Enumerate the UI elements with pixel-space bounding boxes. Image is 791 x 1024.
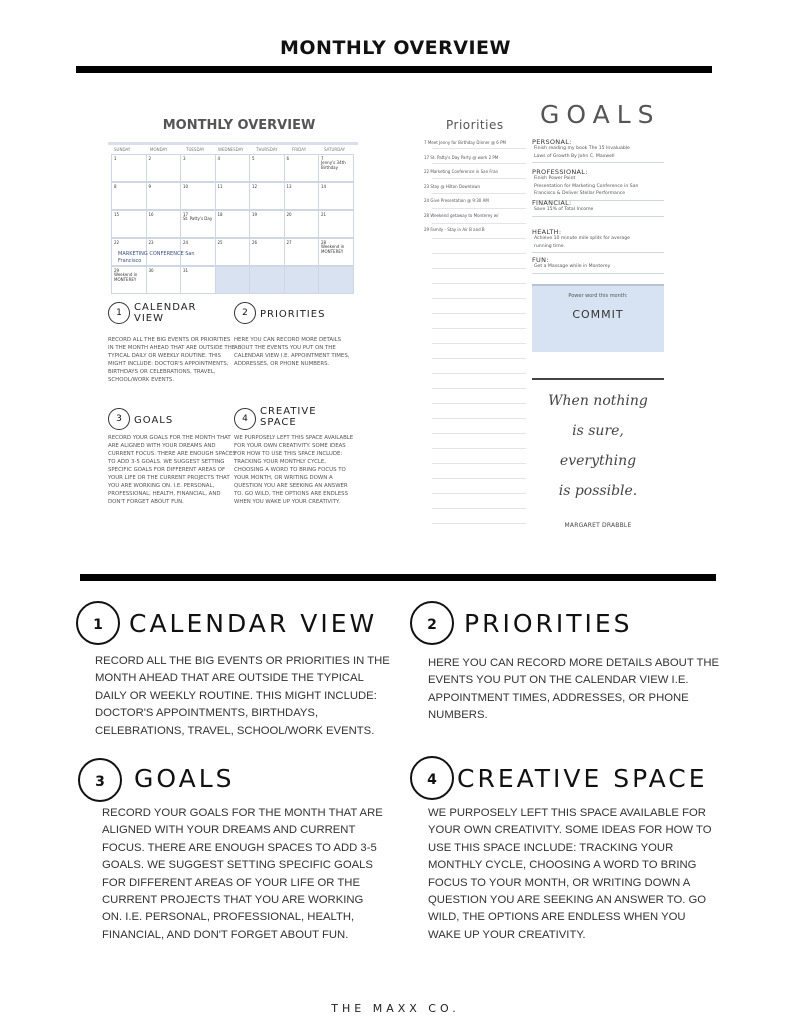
calendar-day-cell: [181, 211, 215, 237]
creative-space-text: WE PURPOSELY LEFT THIS SPACE AVAILABLE FOR YOUR OWN CREATIVITY. SOME IDEAS FOR HOW TO USE THIS SPACE INCLUDE: TRACKING YOUR MONTHLY CYCLE, CHOOSING A WORD TO BRING FOCUS TO YOUR MONTH, OR WRITING DOWN A QUESTION YOU ARE SEEKING AN ANSWER TO. GO WILD, THE OPTIONS ARE ENDLESS WHEN YOU WAKE UP YOUR CREATIVITY.: [428, 807, 712, 941]
priority-item: 7 Meet Jenny for Birthday Dinner @ 6 PM: [424, 140, 506, 145]
goal-text: Finish reading my book The 15 Invaluable: [534, 146, 630, 151]
preview-section-text: RECORD ALL THE BIG EVENTS OR PRIORITIES IN THE MONTH AHEAD THAT ARE OUTSIDE THE TYPICAL DAILY OR WEEKLY ROUTINE. THIS MIGHT INCLUDE: DOCTOR'S APPOINTMENTS, BIRTHDAYS OR CELEBRATIONS, TRAVEL, SCHOOL/WORK EVENTS.: [108, 337, 236, 383]
calendar-day-cell: [147, 183, 181, 209]
calendar-day-number: 21: [321, 212, 327, 217]
priority-line: [432, 373, 526, 374]
calendar-day-number: 20: [286, 212, 292, 217]
priority-item: 24 Give Presentation @ 9:30 AM: [424, 198, 489, 203]
power-word-box: [532, 284, 664, 352]
calendar-day-number: 12: [252, 184, 258, 189]
weekday-label: SUNDAY: [114, 147, 131, 152]
calendar-day-cell: [181, 267, 215, 293]
quote-author: MARGARET DRABBLE: [564, 522, 632, 529]
calendar-day-cell: [112, 267, 146, 293]
goal-line: [532, 162, 664, 163]
goals-heading: GOALS: [134, 764, 235, 793]
preview-section-text: HERE YOU CAN RECORD MORE DETAILS ABOUT THE EVENTS YOU PUT ON THE CALENDAR VIEW I.E. APPOINTMENT TIMES, ADDRESSES, OR PHONE NUMBERS.: [234, 337, 350, 367]
section-number-4: 4: [410, 756, 454, 800]
calendar-day-cell: [285, 239, 319, 265]
section-number-2: 2: [410, 601, 454, 645]
calendar-day-number: 10: [183, 184, 189, 189]
quote: [532, 386, 664, 506]
quote-line: When nothing: [548, 393, 648, 409]
calendar-day-cell: [216, 183, 250, 209]
calendar-day-number: 18: [217, 212, 223, 217]
priority-line: [432, 193, 526, 194]
goal-category: FUN:: [532, 256, 549, 264]
section-number-3: 3: [78, 758, 122, 802]
priority-line: [432, 313, 526, 314]
calendar-day-number: 11: [217, 184, 223, 189]
calendar-day-cell: [319, 267, 353, 293]
priority-item: 23 Stay @ Hilton Downtown: [424, 183, 481, 189]
goal-line: [532, 252, 664, 253]
section-number-1: 1: [76, 601, 120, 645]
priority-line: [432, 433, 526, 434]
planner-preview-image: [98, 88, 694, 556]
calendar-day-cell: [147, 155, 181, 181]
calendar-day-cell: [250, 155, 284, 181]
goal-line: [532, 273, 664, 274]
priority-line: [432, 403, 526, 404]
calendar-day-number: 24: [183, 240, 189, 245]
goal-text: Achieve 10 minute mile splits for average: [534, 236, 630, 241]
priority-line: [432, 508, 526, 509]
priority-line: [432, 448, 526, 449]
preview-calendar: [108, 142, 358, 301]
goal-text: running time.: [534, 243, 566, 249]
priority-line: [432, 343, 526, 344]
priority-line: [432, 283, 526, 284]
calendar-day-cell: [181, 155, 215, 181]
goal-category: PROFESSIONAL:: [532, 168, 588, 176]
calendar-day-cell: [112, 155, 146, 181]
calendar-day-number: 23: [148, 240, 154, 245]
top-divider: [76, 66, 712, 73]
calendar-day-number: 29: [114, 268, 120, 273]
calendar-event: St. Patty's Day: [183, 216, 213, 221]
number-circle: 4: [234, 408, 256, 430]
weekday-label: MONDAY: [150, 147, 168, 152]
calendar-day-number: 2: [148, 156, 152, 161]
calendar-day-cell: [319, 155, 353, 181]
power-word: COMMIT: [572, 308, 624, 321]
priority-line: [432, 163, 526, 164]
preview-section-text: WE PURPOSELY LEFT THIS SPACE AVAILABLE FOR YOUR OWN CREATIVITY. SOME IDEAS FOR HOW TO USE THIS SPACE INCLUDE: TRACKING YOUR MONTHLY CYCLE, CHOOSING A WORD TO BRING FOCUS TO YOUR MONTH, OR WRITING DOWN A QUESTION YOU ARE SEEKING AN ANSWER TO. GO WILD, THE OPTIONS ARE ENDLESS WHEN YOU WAKE UP YOUR CREATIVITY.: [234, 435, 354, 505]
priorities-title: Priorities: [446, 118, 504, 132]
priority-line: [432, 388, 526, 389]
goal-category: PERSONAL:: [532, 138, 572, 146]
calendar-day-cell: [216, 211, 250, 237]
goal-text: Save 15% of Total Income: [534, 207, 594, 212]
calendar-day-number: 25: [217, 240, 223, 245]
calendar-day-cell: [250, 183, 284, 209]
quote-divider: [532, 378, 664, 380]
calendar-day-cell: [250, 239, 284, 265]
calendar-grid: [112, 155, 354, 295]
preview-section-heading: GOALS: [134, 415, 174, 426]
priority-line: [432, 523, 526, 524]
number-circle: 3: [108, 408, 130, 430]
priority-item: 29 Family - Stay in Air B and B: [424, 227, 485, 232]
preview-section-heading: CREATIVE SPACE: [260, 406, 317, 428]
goal-category: HEALTH:: [532, 228, 562, 236]
preview-calendar-page: [108, 88, 370, 548]
calendar-day-cell: [181, 183, 215, 209]
priority-line: [432, 208, 526, 209]
calendar-event-marketing: MARKETING CONFERENCE San Francisco: [118, 251, 195, 264]
preview-section-heading: CALENDAR VIEW: [134, 302, 197, 324]
calendar-event: Weekend in MONTEREY: [114, 272, 138, 282]
preview-section-heading: PRIORITIES: [260, 309, 326, 320]
weekday-label: SATURDAY: [324, 147, 346, 152]
page-title: MONTHLY OVERVIEW: [279, 37, 511, 59]
calendar-day-number: 6: [286, 156, 290, 161]
calendar-day-number: 5: [252, 156, 255, 161]
calendar-day-number: 1: [114, 156, 117, 161]
calendar-day-number: 30: [148, 268, 154, 273]
calendar-day-number: 7: [321, 156, 324, 161]
calendar-day-cell: [285, 267, 319, 293]
goal-text: Laws of Growth By John C. Maxwell: [534, 153, 615, 159]
weekday-label: TUESDAY: [186, 147, 205, 152]
middle-divider: [80, 574, 716, 581]
calendar-day-number: 19: [252, 212, 258, 217]
calendar-day-number: 27: [286, 240, 292, 245]
calendar-day-cell: [112, 183, 146, 209]
preview-title: MONTHLY OVERVIEW: [162, 118, 316, 133]
quote-line: is possible.: [558, 483, 638, 499]
calendar-day-cell: [216, 155, 250, 181]
calendar-day-cell: [285, 155, 319, 181]
priority-line: [432, 148, 526, 149]
calendar-day-number: 31: [183, 268, 189, 273]
priorities-heading: PRIORITIES: [464, 609, 633, 638]
priority-line: [432, 478, 526, 479]
goal-text: Get a Massage while in Monterey: [534, 264, 611, 269]
power-word-label: Power word this month:: [568, 293, 628, 299]
number-circle: 2: [234, 302, 256, 324]
calendar-day-cell: [216, 267, 250, 293]
calendar-day-cell: [147, 211, 181, 237]
calendar-day-cell: [216, 239, 250, 265]
goals-title: GOALS: [540, 100, 661, 129]
priority-line: [432, 178, 526, 179]
priority-line: [432, 463, 526, 464]
quote-line: is sure,: [572, 423, 624, 439]
goal-line: [532, 216, 664, 217]
weekday-label: WEDNESDAY: [218, 147, 244, 152]
priorities-text: HERE YOU CAN RECORD MORE DETAILS ABOUT THE EVENTS YOU PUT ON THE CALENDAR VIEW I.E. APPOINTMENT TIMES, ADDRESSES, OR PHONE NUMBERS.: [428, 657, 720, 722]
calendar-day-cell: [319, 183, 353, 209]
priority-line: [432, 238, 526, 239]
calendar-day-cell: [319, 239, 353, 265]
calendar-day-number: 8: [114, 184, 117, 189]
calendar-day-number: 28: [321, 240, 327, 245]
priority-item: 28 Weekend getaway to Monterey w/: [424, 212, 499, 218]
preview-priorities-page: [424, 88, 526, 548]
calendar-event: Weekend in MONTEREY: [321, 244, 345, 254]
calendar-day-cell: [285, 211, 319, 237]
calendar-day-number: 16: [148, 212, 154, 217]
weekday-label: FRIDAY: [292, 147, 307, 152]
weekday-label: THURSDAY: [256, 147, 278, 152]
goal-category: FINANCIAL:: [532, 199, 572, 207]
priority-line: [432, 223, 526, 224]
goal-text: Finish Power Point: [534, 176, 576, 181]
calendar-day-cell: [319, 211, 353, 237]
calendar-view-heading: CALENDAR VIEW: [129, 609, 378, 638]
priority-line: [432, 268, 526, 269]
preview-section-text: RECORD YOUR GOALS FOR THE MONTH THAT ARE ALIGNED WITH YOUR DREAMS AND CURRENT FOCUS. THERE ARE ENOUGH SPACES TO ADD 3-5 GOALS. WE SUGGEST SETTING SPECIFIC GOALS FOR DIFFERENT AREAS OF YOUR LIFE OR THE CURRENT PROJECTS THAT YOU ARE WORKING ON. I.E. PERSONAL, PROFESSIONAL, HEALTH, FINANCIAL, AND DON'T FORGET ABOUT FUN.: [108, 435, 236, 505]
goal-text: Francisco & Deliver Stellar Performance: [534, 191, 626, 196]
calendar-day-number: 14: [321, 184, 327, 189]
goal-text: Presentation for Marketing Conference in San: [534, 183, 639, 189]
calendar-day-number: 3: [183, 156, 186, 161]
priority-line: [432, 493, 526, 494]
priority-item: 22 Marketing Conference in San Fran: [424, 169, 499, 174]
calendar-event: Jenny's 34th Birthday: [321, 160, 346, 170]
priority-item: 17 St. Patty's Day Party @ work 2 PM: [424, 154, 499, 160]
calendar-day-number: 13: [286, 184, 292, 189]
calendar-day-number: 9: [148, 184, 152, 189]
calendar-day-number: 4: [217, 156, 221, 161]
number-circle: 1: [108, 302, 130, 324]
priority-line: [432, 253, 526, 254]
priority-line: [432, 328, 526, 329]
quote-line: everything: [559, 453, 637, 469]
calendar-day-number: 15: [114, 212, 120, 217]
calendar-day-number: 17: [183, 212, 189, 217]
calendar-view-text: RECORD ALL THE BIG EVENTS OR PRIORITIES IN THE MONTH AHEAD THAT ARE OUTSIDE THE TYPICAL DAILY OR WEEKLY ROUTINE. THIS MIGHT INCLUDE: DOCTOR'S APPOINTMENTS, BIRTHDAYS, CELEBRATIONS, TRAVEL, SCHOOL/WORK EVENTS.: [95, 655, 390, 737]
creative-space-heading: CREATIVE SPACE: [457, 764, 708, 793]
preview-goals-page: [532, 88, 664, 548]
calendar-day-number: 26: [252, 240, 258, 245]
calendar-day-cell: [112, 211, 146, 237]
priority-line: [432, 418, 526, 419]
calendar-day-number: 22: [114, 240, 120, 245]
footer-brand: THE MAXX CO.: [331, 1002, 460, 1015]
calendar-day-cell: [147, 267, 181, 293]
calendar-day-cell: [250, 267, 284, 293]
priority-line: [432, 298, 526, 299]
calendar-day-cell: [250, 211, 284, 237]
priority-line: [432, 358, 526, 359]
goals-text: RECORD YOUR GOALS FOR THE MONTH THAT ARE ALIGNED WITH YOUR DREAMS AND CURRENT FOCUS. THERE ARE ENOUGH SPACES TO ADD 3-5 GOALS. WE SUGGEST SETTING SPECIFIC GOALS FOR DIFFERENT AREAS OF YOUR LIFE OR THE CURRENT PROJECTS THAT YOU ARE WORKING ON. I.E. PERSONAL, PROFESSIONAL, HEALTH, FINANCIAL, AND DON'T FORGET ABOUT FUN.: [102, 807, 383, 941]
calendar-day-cell: [285, 183, 319, 209]
